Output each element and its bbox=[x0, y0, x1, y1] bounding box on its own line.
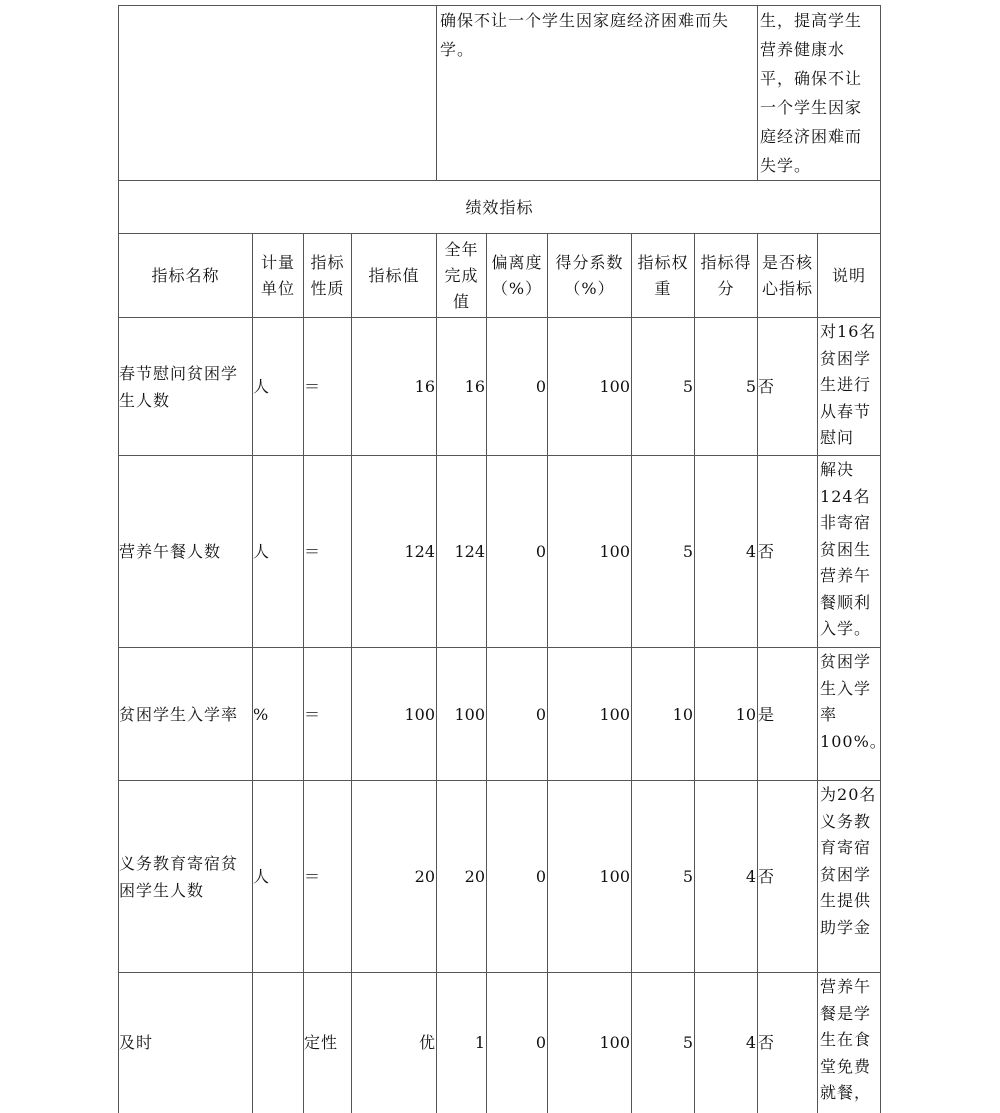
header-coefficient: 得分系数（%） bbox=[548, 234, 632, 318]
cell-note: 营养午餐是学生在食堂免费就餐， bbox=[818, 973, 881, 1113]
cell-annual: 100 bbox=[437, 648, 487, 781]
cell-weight: 10 bbox=[632, 648, 695, 781]
cell-note: 解决124名非寄宿贫困生营养午餐顺利入学。 bbox=[818, 456, 881, 648]
objective-cell-middle: 确保不让一个学生因家庭经济困难而失学。 bbox=[437, 6, 758, 181]
section-title-row bbox=[119, 181, 881, 234]
header-score: 指标得分 bbox=[695, 234, 758, 318]
table-row bbox=[119, 781, 881, 973]
cell-value: 16 bbox=[352, 318, 437, 456]
cell-annual: 20 bbox=[437, 781, 487, 973]
cell-unit: 人 bbox=[253, 781, 304, 973]
header-name: 指标名称 bbox=[119, 234, 253, 318]
objective-cell-right: 生，提高学生营养健康水平，确保不让一个学生因家庭经济困难而失学。 bbox=[758, 6, 881, 181]
table-row bbox=[119, 973, 881, 1113]
cell-unit: 人 bbox=[253, 456, 304, 648]
cell-nature: ＝ bbox=[304, 648, 352, 781]
cell-unit bbox=[253, 973, 304, 1113]
cell-deviation: 0 bbox=[487, 781, 548, 973]
cell-annual: 1 bbox=[437, 973, 487, 1113]
cell-coefficient: 100 bbox=[548, 973, 632, 1113]
cell-coefficient: 100 bbox=[548, 318, 632, 456]
cell-deviation: 0 bbox=[487, 456, 548, 648]
cell-weight: 5 bbox=[632, 781, 695, 973]
cell-note: 对16名贫困学生进行从春节慰问 bbox=[818, 318, 881, 456]
cell-score: 4 bbox=[695, 973, 758, 1113]
cell-core: 是 bbox=[758, 648, 818, 781]
header-unit: 计量单位 bbox=[253, 234, 304, 318]
cell-name: 春节慰问贫困学生人数 bbox=[119, 318, 253, 456]
cell-score: 5 bbox=[695, 318, 758, 456]
cell-score: 4 bbox=[695, 781, 758, 973]
performance-table-page bbox=[118, 5, 887, 1113]
cell-unit: 人 bbox=[253, 318, 304, 456]
cell-nature: ＝ bbox=[304, 318, 352, 456]
cell-score: 4 bbox=[695, 456, 758, 648]
header-deviation: 偏离度（%） bbox=[487, 234, 548, 318]
cell-value: 20 bbox=[352, 781, 437, 973]
cell-value: 100 bbox=[352, 648, 437, 781]
cell-weight: 5 bbox=[632, 973, 695, 1113]
cell-nature: 定性 bbox=[304, 973, 352, 1113]
objective-row bbox=[119, 6, 881, 181]
cell-weight: 5 bbox=[632, 456, 695, 648]
table-row bbox=[119, 456, 881, 648]
cell-unit: % bbox=[253, 648, 304, 781]
table-row bbox=[119, 648, 881, 781]
header-core: 是否核心指标 bbox=[758, 234, 818, 318]
cell-nature: ＝ bbox=[304, 456, 352, 648]
objective-cell-left bbox=[119, 6, 437, 181]
cell-core: 否 bbox=[758, 318, 818, 456]
cell-score: 10 bbox=[695, 648, 758, 781]
cell-coefficient: 100 bbox=[548, 456, 632, 648]
cell-deviation: 0 bbox=[487, 973, 548, 1113]
cell-annual: 124 bbox=[437, 456, 487, 648]
header-nature: 指标性质 bbox=[304, 234, 352, 318]
cell-deviation: 0 bbox=[487, 648, 548, 781]
header-note: 说明 bbox=[818, 234, 881, 318]
cell-name: 贫困学生入学率 bbox=[119, 648, 253, 781]
header-weight: 指标权重 bbox=[632, 234, 695, 318]
header-value: 指标值 bbox=[352, 234, 437, 318]
header-annual: 全年完成值 bbox=[437, 234, 487, 318]
cell-core: 否 bbox=[758, 781, 818, 973]
performance-indicator-table bbox=[118, 5, 887, 1113]
cell-deviation: 0 bbox=[487, 318, 548, 456]
cell-weight: 5 bbox=[632, 318, 695, 456]
cell-name: 及时 bbox=[119, 973, 253, 1113]
table-row bbox=[119, 318, 881, 456]
cell-nature: ＝ bbox=[304, 781, 352, 973]
cell-value: 124 bbox=[352, 456, 437, 648]
cell-value: 优 bbox=[352, 973, 437, 1113]
cell-name: 营养午餐人数 bbox=[119, 456, 253, 648]
header-row bbox=[119, 234, 881, 318]
cell-name: 义务教育寄宿贫困学生人数 bbox=[119, 781, 253, 973]
cell-annual: 16 bbox=[437, 318, 487, 456]
cell-coefficient: 100 bbox=[548, 781, 632, 973]
cell-note: 贫困学生入学率100%。 bbox=[818, 648, 881, 781]
cell-coefficient: 100 bbox=[548, 648, 632, 781]
section-title: 绩效指标 bbox=[119, 181, 881, 234]
cell-core: 否 bbox=[758, 973, 818, 1113]
cell-core: 否 bbox=[758, 456, 818, 648]
cell-note: 为20名义务教育寄宿贫困学生提供助学金 bbox=[818, 781, 881, 973]
